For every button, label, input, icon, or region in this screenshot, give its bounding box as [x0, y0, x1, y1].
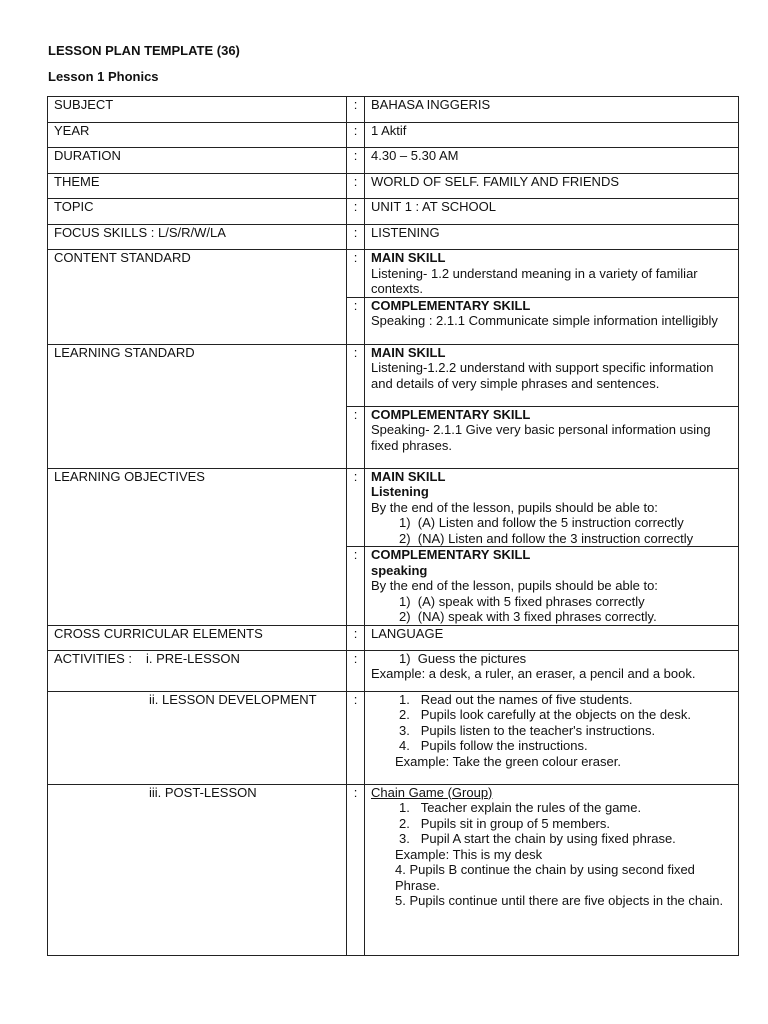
colon: : [347, 224, 365, 250]
list-item: 2) (NA) speak with 3 fixed phrases correctly. [399, 609, 657, 624]
lesson-heading: Lesson 1 Phonics [48, 69, 159, 84]
post-lesson-list [371, 800, 732, 847]
colon: : [347, 406, 365, 468]
colon: : [347, 250, 365, 298]
objectives-intro: By the end of the lesson, pupils should be able to: [371, 499, 658, 515]
pre-lesson-label: i. PRE-LESSON [146, 650, 240, 666]
complementary-skill-subheading: speaking [371, 562, 428, 578]
complementary-skill-heading: COMPLEMENTARY SKILL [371, 297, 531, 313]
main-skill-heading: MAIN SKILL [371, 250, 446, 265]
value-duration: 4.30 – 5.30 AM [365, 148, 739, 174]
colon: : [347, 199, 365, 225]
list-item: 2) (NA) Listen and follow the 3 instruction correctly [399, 530, 694, 546]
lesson-development-example: Example: Take the green colour eraser. [395, 753, 621, 769]
row-lesson-development [48, 691, 739, 784]
learning-objectives-comp [365, 547, 739, 626]
colon: : [347, 691, 365, 784]
label-content-standard: CONTENT STANDARD [48, 250, 347, 345]
learning-objectives-main [365, 468, 739, 547]
list-item: 2. Pupils look carefully at the objects on the desk. [399, 707, 691, 722]
learning-standard-main [365, 344, 739, 406]
main-skill-text: Listening-1.2.2 understand with support specific information and details of very simple phrases and sentences. [371, 360, 714, 391]
row-year [48, 122, 739, 148]
row-learning-objectives-main [48, 468, 739, 547]
row-learning-standard-main [48, 344, 739, 406]
colon: : [347, 784, 365, 955]
row-pre-lesson [48, 650, 739, 691]
list-item: 3. Pupils listen to the teacher's instructions. [399, 722, 656, 738]
document-title: LESSON PLAN TEMPLATE (36) [48, 43, 240, 58]
main-skill-text: Listening- 1.2 understand meaning in a variety of familiar contexts. [371, 265, 698, 296]
list-item: 4. Pupils follow the instructions. [399, 738, 588, 753]
row-content-standard-main [48, 250, 739, 298]
pre-lesson-example: Example: a desk, a ruler, an eraser, a pencil and a book. [371, 666, 696, 681]
activities-label: ACTIVITIES : [54, 650, 133, 666]
colon: : [347, 173, 365, 199]
label-focus-skills: FOCUS SKILLS : L/S/R/W/LA [48, 224, 347, 250]
list-item: 1. Read out the names of five students. [399, 691, 633, 707]
row-duration [48, 148, 739, 174]
colon: : [347, 625, 365, 650]
label-topic: TOPIC [48, 199, 347, 225]
post-lesson-item-5: 5. Pupils continue until there are five objects in the chain. [395, 893, 724, 908]
post-lesson-example: Example: This is my desk [395, 846, 543, 862]
pre-lesson-list [371, 651, 732, 667]
row-topic [48, 199, 739, 225]
main-skill-heading: MAIN SKILL [371, 344, 446, 360]
main-skill-subheading: Listening [371, 484, 429, 499]
list-item: 1) (A) speak with 5 fixed phrases correctly [399, 593, 645, 609]
row-cross-curricular [48, 625, 739, 650]
label-post-lesson [48, 784, 347, 955]
label-cross-curricular: CROSS CURRICULAR ELEMENTS [48, 625, 347, 650]
post-lesson-title: Chain Game (Group) [371, 784, 493, 800]
value-theme: WORLD OF SELF. FAMILY AND FRIENDS [365, 173, 739, 199]
label-learning-objectives: LEARNING OBJECTIVES [48, 468, 347, 625]
lesson-development-label: ii. LESSON DEVELOPMENT [149, 691, 317, 707]
label-theme: THEME [48, 173, 347, 199]
lesson-development-content [365, 691, 739, 784]
post-lesson-label: iii. POST-LESSON [149, 784, 257, 800]
list-item: 3. Pupil A start the chain by using fixed phrase. [399, 831, 676, 846]
colon: : [347, 122, 365, 148]
complementary-skill-text: Speaking : 2.1.1 Communicate simple information intelligibly [371, 313, 718, 328]
value-cross-curricular: LANGUAGE [365, 625, 739, 650]
row-theme [48, 173, 739, 199]
value-subject: BAHASA INGGERIS [365, 97, 739, 123]
label-subject: SUBJECT [48, 97, 347, 123]
complementary-skill-heading: COMPLEMENTARY SKILL [371, 547, 531, 562]
colon: : [347, 97, 365, 123]
post-lesson-item-4: 4. Pupils B continue the chain by using second fixed Phrase. [395, 862, 695, 893]
value-year: 1 Aktif [365, 122, 739, 148]
content-standard-main [365, 250, 739, 298]
colon: : [347, 148, 365, 174]
pre-lesson-content [365, 650, 739, 691]
colon: : [347, 297, 365, 344]
list-item: 1) Guess the pictures [399, 650, 527, 666]
value-focus-skills: LISTENING [365, 224, 739, 250]
main-objectives-list [371, 515, 732, 546]
value-topic: UNIT 1 : AT SCHOOL [365, 199, 739, 225]
colon: : [347, 547, 365, 626]
label-activities-pre [48, 650, 347, 691]
learning-standard-comp [365, 406, 739, 468]
label-year: YEAR [48, 122, 347, 148]
colon: : [347, 344, 365, 406]
post-lesson-content [365, 784, 739, 955]
complementary-skill-text: Speaking- 2.1.1 Give very basic personal information using fixed phrases. [371, 422, 711, 453]
lesson-plan-table [47, 96, 739, 956]
row-subject [48, 97, 739, 123]
list-item: 1) (A) Listen and follow the 5 instruction correctly [399, 515, 684, 530]
label-lesson-development [48, 691, 347, 784]
complementary-skill-heading: COMPLEMENTARY SKILL [371, 406, 531, 422]
row-post-lesson [48, 784, 739, 955]
lesson-development-list [371, 692, 732, 754]
colon: : [347, 650, 365, 691]
row-focus-skills [48, 224, 739, 250]
list-item: 2. Pupils sit in group of 5 members. [399, 815, 610, 831]
main-skill-heading: MAIN SKILL [371, 468, 446, 484]
content-standard-comp [365, 297, 739, 344]
objectives-intro: By the end of the lesson, pupils should be able to: [371, 578, 658, 593]
colon: : [347, 468, 365, 547]
label-duration: DURATION [48, 148, 347, 174]
comp-objectives-list [371, 594, 732, 625]
list-item: 1. Teacher explain the rules of the game. [399, 800, 642, 815]
label-learning-standard: LEARNING STANDARD [48, 344, 347, 468]
